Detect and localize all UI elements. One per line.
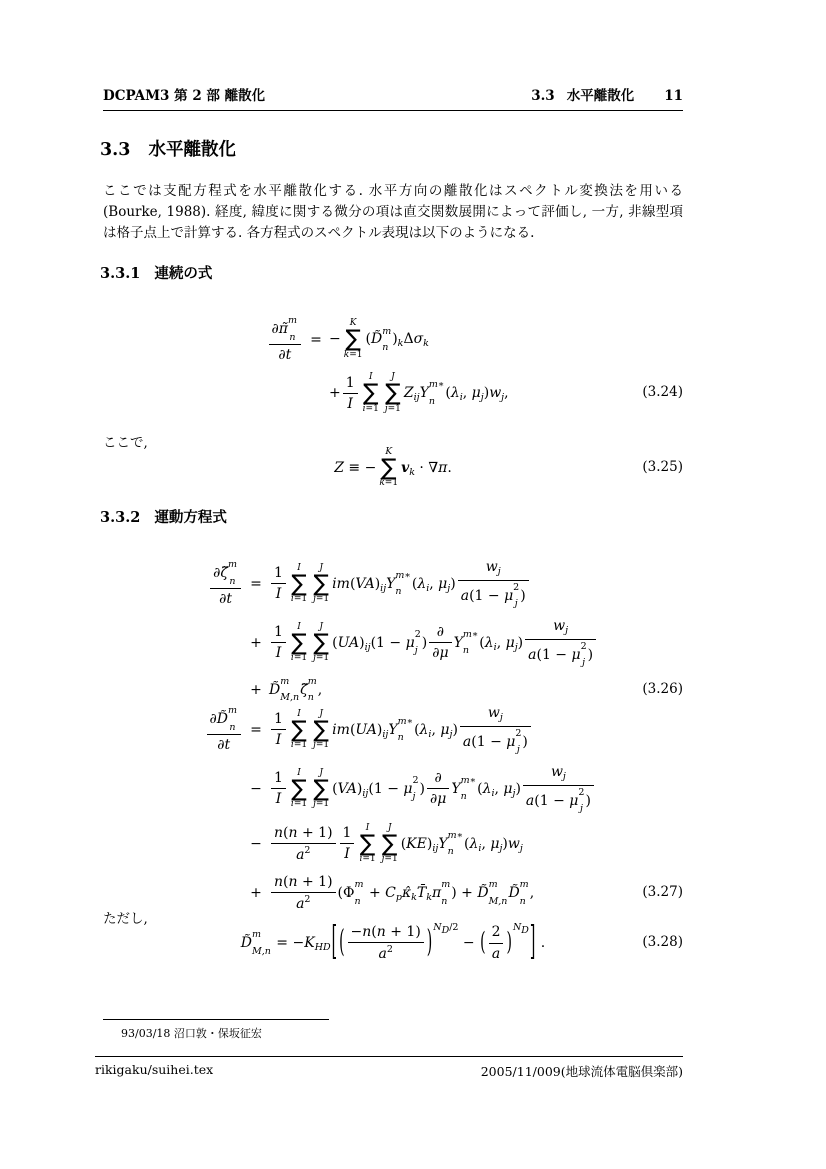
- subsection-332-title: 運動方程式: [154, 509, 227, 526]
- note-tadashi: ただし,: [103, 911, 148, 927]
- equation-3-24-row-2: [103, 372, 683, 414]
- equation-3-26-rhs-3: D̃ m M,n ζ̃ m n ,: [269, 675, 323, 704]
- equation-3-26: [103, 559, 683, 712]
- page-footer: [95, 1056, 683, 1080]
- equation-3-27-rhs-1: $\frac{1}{I}$ I ∑ i=1 J ∑ j=1 $im(UA)_{ij}Y$ m∗ n ($\lambda_i$, $\mu_j$) $w_j$ a(1 − μ 2 j ): [269, 705, 533, 755]
- footnote-text: 93/03/18 沼口敦・保坂征宏: [121, 1027, 262, 1040]
- footnote-rule: [103, 1019, 329, 1020]
- equation-3-27-rhs-2: $\frac{1}{I}$ I ∑ i=1 J ∑ j=1 $(VA)_{ij}(1 - \mu$ 2 j ) $\frac{\partial}{\partial\mu}$ Y m∗ n ($\lambda_i$, $\mu_j$) $w_j$ a(1 − μ 2 j ): [269, 764, 596, 814]
- header-right: [531, 84, 683, 104]
- equation-tag-3-27: (3.27): [642, 884, 683, 901]
- footer-left-filename: rikigaku/suihei.tex: [95, 1062, 214, 1077]
- intro-paragraph: ここでは支配方程式を水平離散化する. 水平方向の離散化はスペクトル変換法を用いる (Bourke, 1988). 経度, 緯度に関する微分の項は直交関数展開によって評価し, 一方, 非線型項は格子点上で計算する. 各方程式のスペクトル表現は以下のようになる.: [103, 183, 683, 241]
- equation-3-27-rhs-4: $\frac{n(n + 1)}{a^2}$ (Φ m n + $C_p\kappâ_kT̄_k\pi$ m n ) + D̃ m M,n D̃ m n ,: [269, 874, 534, 912]
- page-header: [103, 84, 683, 111]
- equation-3-24-lhs: ∂π̃ m n ∂t: [103, 316, 303, 363]
- header-page-number: 11: [664, 88, 683, 104]
- equation-3-24: [103, 316, 683, 423]
- equation-3-27-row-1: ∂D̃ m n ∂t = $\frac{1}{I}$ I ∑ i=1 J ∑ j=1 $im(UA)_{ij}Y$ m∗ n ($\lambda_i$, $\mu_j$) $w_j$ a(1 − μ 2 j ): [103, 705, 683, 755]
- equation-3-27-row-3: − $\frac{n(n + 1)}{a^2}$ $\frac{1}{I}$ I ∑ i=1 J ∑ j=1 $(KE)_{ij}Y$ m∗ n ($\lambda_i$, $\mu_j)w_j$: [250, 822, 523, 865]
- equation-3-26-rhs-2: $\frac{1}{I}$ I ∑ i=1 J ∑ j=1 $(UA)_{ij}(1 - \mu$ 2 j ) $\frac{\partial}{\partial\mu}$ Y m∗ n ($\lambda_i$, $\mu_j$) $w_j$ a(1 − μ 2 j ): [269, 618, 598, 668]
- equation-3-24-rhs-1: − K ∑ k=1 (D̃ m n )$_k\Delta\sigma_k$: [329, 318, 429, 360]
- header-left-title: DCPAM3 第 2 部 離散化: [103, 88, 266, 104]
- equation-3-27-row-4: + $\frac{n(n + 1)}{a^2}$ (Φ m n + $C_p\kappâ_kT̄_k\pi$ m n ) + D̃ m M,n D̃ m n , (3.27): [250, 874, 683, 913]
- equation-3-25-row: [103, 447, 683, 489]
- equation-3-26-rhs-1: $\frac{1}{I}$ I ∑ i=1 J ∑ j=1 $im(VA)_{ij}Y$ m∗ n ($\lambda_i$, $\mu_j$) $w_j$ a(1 − μ 2 j ): [269, 559, 531, 609]
- section-title: 水平離散化: [148, 140, 236, 160]
- equation-3-26-lhs: ∂ζ̃ m n ∂t: [103, 560, 243, 607]
- section-heading: [100, 136, 236, 161]
- equation-3-26-row-1: ∂ζ̃ m n ∂t = $\frac{1}{I}$ I ∑ i=1 J ∑ j=1 $im(VA)_{ij}Y$ m∗ n ($\lambda_i$, $\mu_j$) $w_j$ a(1 − μ 2 j ): [103, 559, 683, 609]
- equation-3-27-row-2: − $\frac{1}{I}$ I ∑ i=1 J ∑ j=1 $(VA)_{ij}(1 - \mu$ 2 j ) $\frac{\partial}{\partial\mu}$ Y m∗ n ($\lambda_i$, $\mu_j$) $w_j$ a(1 − μ 2 j ): [103, 764, 683, 814]
- equation-3-27-rhs-3: $\frac{n(n + 1)}{a^2}$ $\frac{1}{I}$ I ∑ i=1 J ∑ j=1 $(KE)_{ij}Y$ m∗ n ($\lambda_i$, $\mu_j)w_j$: [269, 823, 523, 865]
- equation-relation: =: [310, 331, 322, 348]
- subsection-332-number: 3.3.2: [100, 509, 141, 526]
- subsection-331-title: 連続の式: [154, 265, 213, 282]
- equation-tag-3-25: (3.25): [642, 459, 683, 476]
- equation-3-28: [103, 920, 683, 971]
- subsection-331-number: 3.3.1: [100, 265, 141, 282]
- equation-tag-3-24: (3.24): [642, 384, 683, 401]
- equation-3-26-row-3: + D̃ m M,n ζ̃ m n , (3.26): [250, 675, 683, 704]
- header-section-title: 水平離散化: [566, 88, 635, 104]
- header-section-number: 3.3: [531, 88, 555, 104]
- equation-3-27-lhs: ∂D̃ m n ∂t: [103, 706, 243, 753]
- equation-3-26-row-2: + $\frac{1}{I}$ I ∑ i=1 J ∑ j=1 $(UA)_{ij}(1 - \mu$ 2 j ) $\frac{\partial}{\partial\mu}$ Y m∗ n ($\lambda_i$, $\mu_j$) $w_j$ a(1 − μ 2 j ): [103, 618, 683, 668]
- note-kokode: ここで,: [103, 435, 148, 451]
- subsection-332-heading: [100, 506, 227, 527]
- equation-3-27: [103, 705, 683, 921]
- equation-3-25: [103, 447, 683, 498]
- section-number: 3.3: [100, 140, 131, 160]
- footer-right-credit: 2005/11/009(地球流体電脳倶楽部): [480, 1064, 683, 1079]
- equation-tag-3-28: (3.28): [642, 933, 683, 950]
- equation-tag-3-26: (3.26): [642, 681, 683, 698]
- equation-3-24-row-1: [103, 316, 683, 363]
- equation-3-25-body: Z ≡ − K ∑ k=1 $v_k \cdot \nabla\pi$.: [334, 447, 452, 489]
- equation-3-24-rhs-2: + $\frac{1}{I}$ I ∑ i=1 J ∑ j=1 $Z_{ij}Y$ m∗ n ($\lambda_i$, $\mu_j)w_j$,: [329, 372, 509, 414]
- subsection-331-heading: [100, 262, 212, 283]
- equation-3-28-body: D̃ m M,n = $-K_{HD}$[ ( $\frac{-n(n + 1)}{a^2}$ )$^{ND/2}$ − ( $\frac{2}{a}$ )$^{ND}$] .: [240, 920, 546, 966]
- equation-3-28-row: [103, 920, 683, 966]
